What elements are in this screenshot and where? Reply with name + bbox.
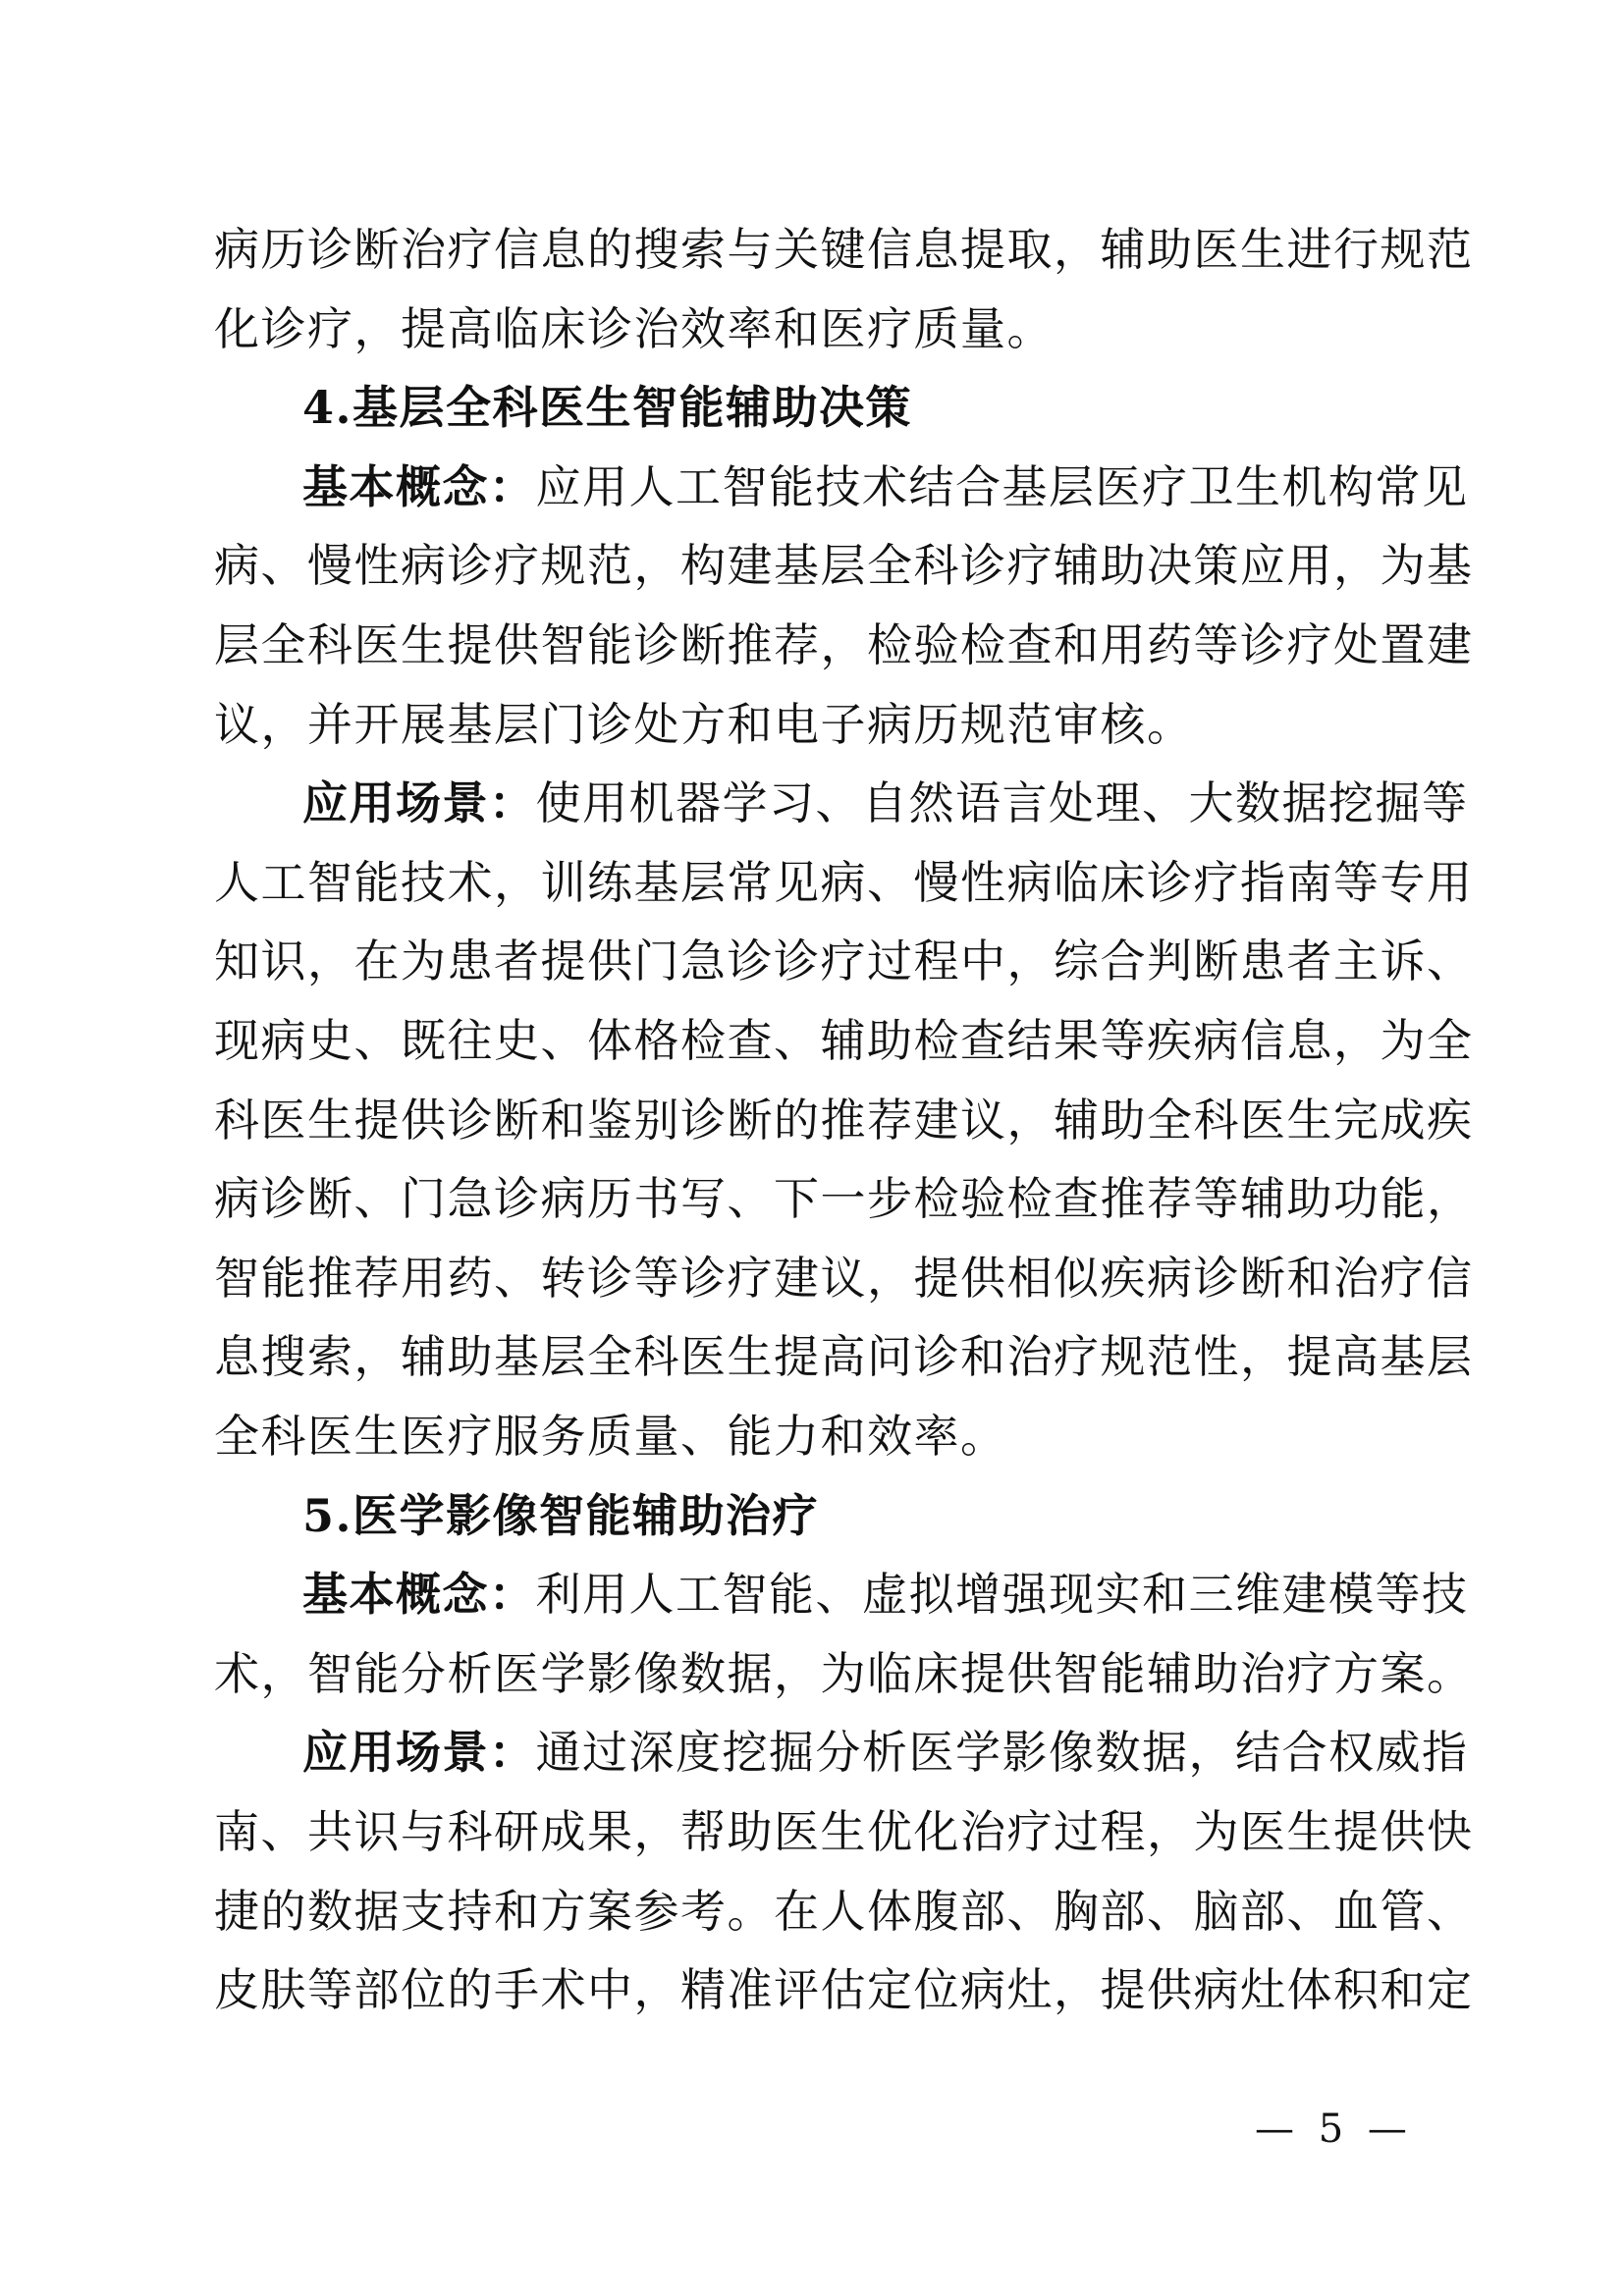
text-line — [214, 615, 1474, 674]
text-line — [214, 1249, 1474, 1308]
paragraph-label: 应用场景： — [302, 1726, 536, 1779]
text-line — [214, 1091, 1474, 1149]
line-text: 病、慢性病诊疗规范，构建基层全科诊疗辅助决策应用，为基 — [214, 539, 1474, 592]
text-line — [214, 932, 1474, 990]
text-line — [214, 1327, 1474, 1386]
line-text: 使用机器学习、自然语言处理、大数据挖掘等 — [535, 776, 1469, 829]
paragraph-label: 应用场景： — [302, 776, 536, 829]
text-line — [214, 1802, 1474, 1861]
line-text: 病历诊断治疗信息的搜索与关键信息提取，辅助医生进行规范 — [214, 223, 1474, 276]
text-line — [214, 1644, 1474, 1703]
line-text: 南、共识与科研成果，帮助医生优化治疗过程，为医生提供快 — [214, 1805, 1474, 1858]
paragraph-first-line — [302, 1565, 1469, 1624]
line-text: 应用人工智能技术结合基层医疗卫生机构常见 — [535, 460, 1469, 513]
line-text: 术，智能分析医学影像数据，为临床提供智能辅助治疗方案。 — [214, 1647, 1474, 1700]
text-line — [214, 1169, 1474, 1228]
text-line — [214, 299, 1417, 358]
line-text: 层全科医生提供智能诊断推荐，检验检查和用药等诊疗处置建 — [214, 618, 1474, 671]
paragraph-label: 基本概念： — [302, 1568, 536, 1621]
line-text: 全科医生医疗服务质量、能力和效率。 — [214, 1410, 1007, 1463]
page-number: — 5 — — [1255, 2107, 1413, 2152]
line-text: 化诊疗，提高临床诊治效率和医疗质量。 — [214, 302, 1054, 355]
line-text: 议，并开展基层门诊处方和电子病历规范审核。 — [214, 698, 1194, 751]
line-text: 现病史、既往史、体格检查、辅助检查结果等疾病信息，为全 — [214, 1014, 1474, 1067]
section-heading — [302, 1486, 1417, 1545]
paragraph-first-line — [302, 774, 1469, 832]
text-line — [214, 1882, 1474, 1941]
line-text: 4.基层全科医生智能辅助决策 — [302, 381, 913, 434]
line-text: 人工智能技术，训练基层常见病、慢性病临床诊疗指南等专用 — [214, 856, 1474, 909]
text-line — [214, 1960, 1474, 2019]
line-text: 5.医学影像智能辅助治疗 — [302, 1489, 820, 1542]
paragraph-label: 基本概念： — [302, 460, 536, 513]
line-text: 通过深度挖掘分析医学影像数据，结合权威指 — [535, 1726, 1469, 1779]
line-text: 病诊断、门急诊病历书写、下一步检验检查推荐等辅助功能， — [214, 1172, 1474, 1225]
section-heading — [302, 378, 1417, 437]
line-text: 息搜索，辅助基层全科医生提高问诊和治疗规范性，提高基层 — [214, 1330, 1474, 1383]
text-line — [214, 220, 1474, 279]
text-line — [214, 853, 1474, 912]
line-text: 科医生提供诊断和鉴别诊断的推荐建议，辅助全科医生完成疾 — [214, 1094, 1474, 1147]
text-line — [214, 695, 1417, 754]
line-text: 知识，在为患者提供门急诊诊疗过程中，综合判断患者主诉、 — [214, 934, 1474, 988]
text-line — [214, 1011, 1474, 1070]
line-text: 利用人工智能、虚拟增强现实和三维建模等技 — [535, 1568, 1469, 1621]
line-text: 捷的数据支持和方案参考。在人体腹部、胸部、脑部、血管、 — [214, 1885, 1474, 1938]
line-text: 皮肤等部位的手术中，精准评估定位病灶，提供病灶体积和定 — [214, 1963, 1474, 2016]
paragraph-first-line — [302, 457, 1469, 516]
line-text: 智能推荐用药、转诊等诊疗建议，提供相似疾病诊断和治疗信 — [214, 1252, 1474, 1305]
text-line — [214, 1407, 1417, 1466]
text-line — [214, 536, 1474, 595]
paragraph-first-line — [302, 1723, 1469, 1782]
